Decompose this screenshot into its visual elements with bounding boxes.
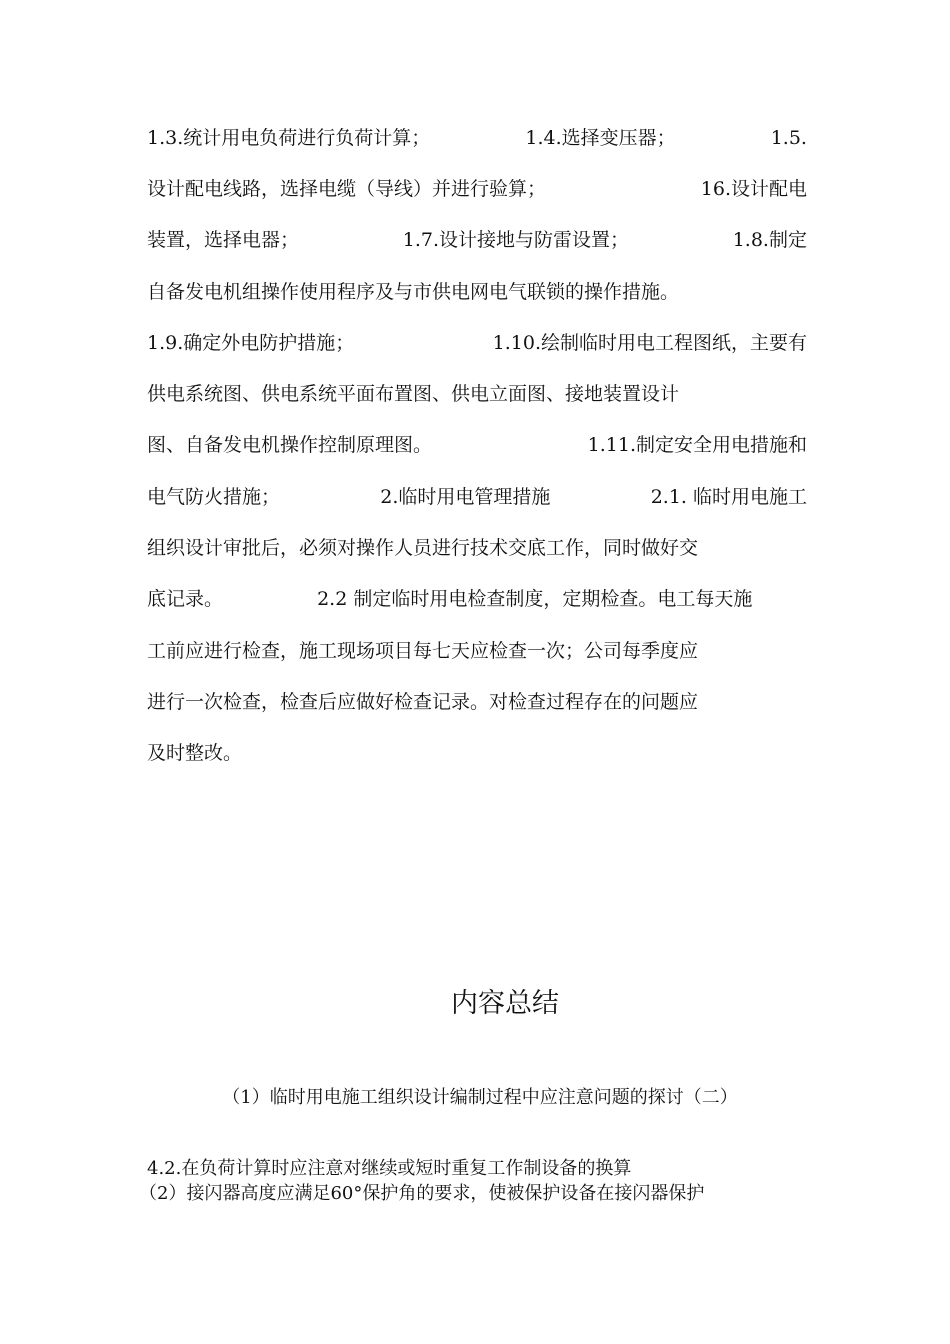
clause-1-10-start: 1.10.绘制临时用电工程图纸，主要有 (492, 332, 807, 354)
body-line-8 (147, 485, 807, 509)
body-line-13: 及时整改。 (147, 742, 243, 764)
clause-2-2-start: 2.2 制定临时用电检查制度，定期检查。电工每天施 (317, 588, 753, 610)
body-line-9: 组织设计审批后，必须对操作人员进行技术交底工作，同时做好交 (147, 537, 699, 559)
body-line-5 (147, 331, 807, 355)
body-line-2 (147, 177, 807, 201)
body-line-4: 自备发电机组操作使用程序及与市供电网电气联锁的操作措施。 (147, 281, 680, 303)
body-line-6: 供电系统图、供电系统平面布置图、供电立面图、接地装置设计 (147, 383, 680, 405)
body-line-1 (147, 126, 807, 150)
clause-2-1-end: 底记录。 (147, 588, 224, 610)
summary-item-1: （1）临时用电施工组织设计编制过程中应注意问题的探讨（二） (222, 1087, 738, 1108)
body-line-3 (147, 228, 807, 252)
summary-item-2: 4.2.在负荷计算时应注意对继续或短时重复工作制设备的换算 (147, 1158, 632, 1179)
body-line-11: 工前应进行检查，施工现场项目每七天应检查一次；公司每季度应 (147, 640, 699, 662)
clause-1-10-end: 图、自备发电机操作控制原理图。 (147, 434, 433, 456)
clause-1-9: 1.9.确定外电防护措施； (147, 332, 355, 354)
clause-1-3: 1.3.统计用电负荷进行负荷计算； (147, 127, 431, 149)
summary-title: 内容总结 (451, 988, 559, 1019)
clause-1-8-start: 1.8.制定 (732, 229, 807, 251)
clause-1-11-start: 1.11.制定安全用电措施和 (587, 434, 807, 456)
clause-2-1-start: 2.1. 临时用电施工 (650, 486, 807, 508)
clause-1-4: 1.4.选择变压器； (525, 127, 676, 149)
body-line-10 (147, 587, 807, 611)
clause-1-7: 1.7.设计接地与防雷设置； (402, 229, 629, 251)
clause-1-5-text: 设计配电线路，选择电缆（导线）并进行验算； (147, 178, 547, 200)
clause-1-11-end: 电气防火措施； (147, 486, 281, 508)
clause-1-6-end: 装置，选择电器； (147, 229, 300, 251)
summary-item-3: （2）接闪器高度应满足60°保护角的要求，使被保护设备在接闪器保护 (139, 1183, 705, 1204)
clause-1-5-start: 1.5. (770, 127, 807, 149)
clause-1-6-start: 16.设计配电 (700, 178, 807, 200)
body-line-7 (147, 433, 807, 457)
clause-2-heading: 2.临时用电管理措施 (380, 486, 551, 508)
body-line-12: 进行一次检查，检查后应做好检查记录。对检查过程存在的问题应 (147, 691, 699, 713)
